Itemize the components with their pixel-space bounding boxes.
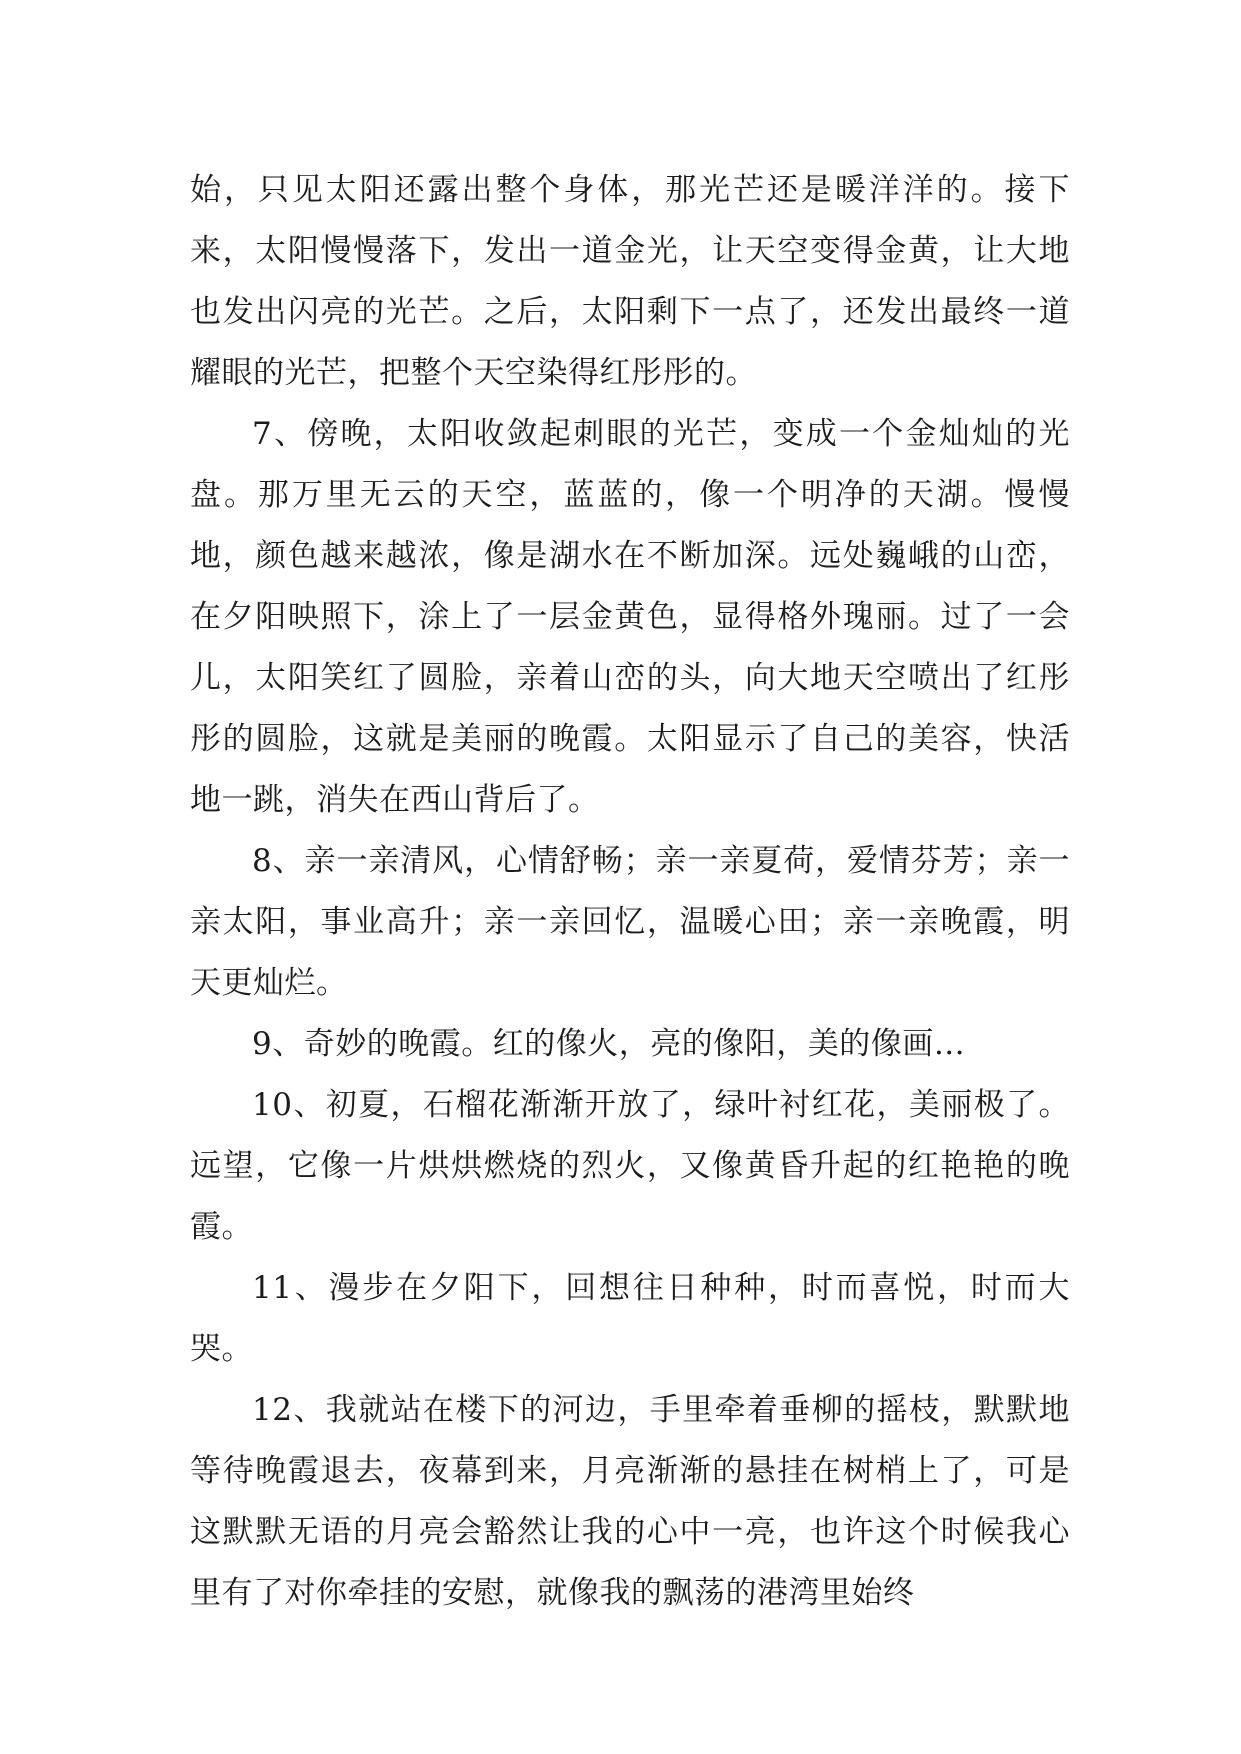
paragraph-item-12: 12、我就站在楼下的河边，手里牵着垂柳的摇枝，默默地等待晚霞退去，夜幕到来，月亮渐渐的悬挂在树梢上了，可是这默默无语的月亮会豁然让我的心中一亮，也许这个时候我心里有了对你牵挂的安慰，就像我的飘荡的港湾里始终 <box>190 1392 1070 1611</box>
paragraph-item-7: 7、傍晚，太阳收敛起刺眼的光芒，变成一个金灿灿的光盘。那万里无云的天空，蓝蓝的，像一个明净的天湖。慢慢地，颜色越来越浓，像是湖水在不断加深。远处巍峨的山峦，在夕阳映照下，涂上了一层金黄色，显得格外瑰丽。过了一会儿，太阳笑红了圆脸，亲着山峦的头，向大地天空喷出了红彤彤的圆脸，这就是美丽的晚霞。太阳显示了自己的美容，快活地一跳，消失在西山背后了。 <box>190 416 1070 818</box>
document-body <box>190 160 1070 1624</box>
paragraph-continuation: 始，只见太阳还露出整个身体，那光芒还是暖洋洋的。接下来，太阳慢慢落下，发出一道金光，让天空变得金黄，让大地也发出闪亮的光芒。之后，太阳剩下一点了，还发出最终一道耀眼的光芒，把整个天空染得红彤彤的。 <box>190 172 1070 391</box>
paragraph-item-8: 8、亲一亲清风，心情舒畅；亲一亲夏荷，爱情芬芳；亲一亲太阳，事业高升；亲一亲回忆，温暖心田；亲一亲晚霞，明天更灿烂。 <box>190 843 1070 1001</box>
paragraph-item-9: 9、奇妙的晚霞。红的像火，亮的像阳，美的像画… <box>252 1026 966 1062</box>
paragraph-item-11: 11、漫步在夕阳下，回想往日种种，时而喜悦，时而大哭。 <box>190 1270 1070 1367</box>
paragraph-item-10: 10、初夏，石榴花渐渐开放了，绿叶衬红花，美丽极了。远望，它像一片烘烘燃烧的烈火，又像黄昏升起的红艳艳的晚霞。 <box>190 1087 1070 1245</box>
